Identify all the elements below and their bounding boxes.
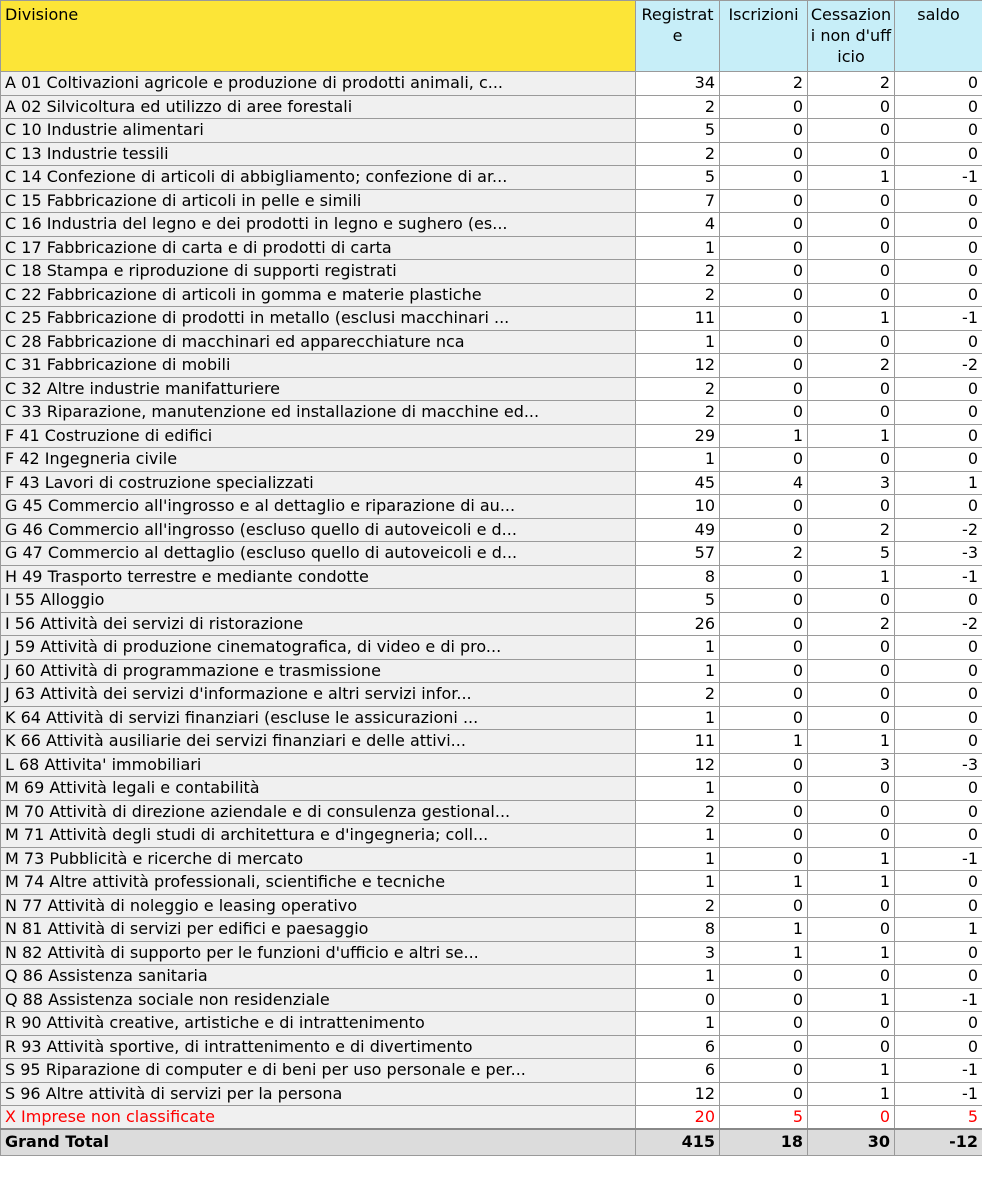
division-cell[interactable]: F 43 Lavori di costruzione specializzati [1, 471, 636, 495]
saldo-cell[interactable]: 0 [895, 941, 982, 965]
iscrizioni-cell[interactable]: 1 [720, 918, 808, 942]
iscrizioni-cell[interactable]: 0 [720, 659, 808, 683]
iscrizioni-cell[interactable]: 0 [720, 589, 808, 613]
table-row [1, 166, 982, 190]
registrate-cell[interactable]: 1 [636, 636, 720, 660]
registrate-cell[interactable]: 1 [636, 1012, 720, 1036]
saldo-cell[interactable]: -1 [895, 847, 982, 871]
table-row [1, 777, 982, 801]
iscrizioni-cell[interactable]: 0 [720, 166, 808, 190]
registrate-cell[interactable]: 8 [636, 918, 720, 942]
header-iscrizioni[interactable]: Iscrizioni [720, 1, 808, 72]
table-row [1, 377, 982, 401]
division-cell[interactable]: C 16 Industria del legno e dei prodotti in legno e sughero (es... [1, 213, 636, 237]
division-cell[interactable]: S 95 Riparazione di computer e di beni per uso personale e per... [1, 1059, 636, 1083]
cessazioni-cell[interactable]: 1 [808, 166, 895, 190]
registrate-cell[interactable]: 6 [636, 1035, 720, 1059]
saldo-cell[interactable]: 0 [895, 260, 982, 284]
table-row [1, 142, 982, 166]
saldo-cell[interactable]: 0 [895, 636, 982, 660]
iscrizioni-cell[interactable]: 2 [720, 72, 808, 96]
division-cell[interactable]: R 90 Attività creative, artistiche e di intrattenimento [1, 1012, 636, 1036]
cessazioni-cell[interactable]: 0 [808, 119, 895, 143]
table-row [1, 283, 982, 307]
registrate-cell[interactable]: 20 [636, 1106, 720, 1130]
table-row [1, 871, 982, 895]
saldo-cell[interactable]: 0 [895, 730, 982, 754]
saldo-cell[interactable]: -3 [895, 542, 982, 566]
cessazioni-cell[interactable]: 0 [808, 95, 895, 119]
saldo-cell[interactable]: -1 [895, 1059, 982, 1083]
iscrizioni-cell[interactable]: 0 [720, 1059, 808, 1083]
cessazioni-cell[interactable]: 0 [808, 401, 895, 425]
registrate-cell[interactable]: 1 [636, 330, 720, 354]
division-cell[interactable]: C 10 Industrie alimentari [1, 119, 636, 143]
table-row [1, 1012, 982, 1036]
table-row [1, 706, 982, 730]
saldo-cell[interactable]: 0 [895, 800, 982, 824]
cessazioni-cell[interactable]: 0 [808, 636, 895, 660]
cessazioni-cell[interactable]: 1 [808, 1082, 895, 1106]
division-cell[interactable]: M 73 Pubblicità e ricerche di mercato [1, 847, 636, 871]
division-cell[interactable]: G 45 Commercio all'ingrosso e al dettaglio e riparazione di au... [1, 495, 636, 519]
division-cell[interactable]: I 56 Attività dei servizi di ristorazione [1, 612, 636, 636]
table-row [1, 918, 982, 942]
iscrizioni-cell[interactable]: 0 [720, 283, 808, 307]
iscrizioni-cell[interactable]: 4 [720, 471, 808, 495]
cessazioni-cell[interactable]: 0 [808, 1035, 895, 1059]
registrate-cell[interactable]: 29 [636, 424, 720, 448]
registrate-cell[interactable]: 7 [636, 189, 720, 213]
iscrizioni-cell[interactable]: 0 [720, 565, 808, 589]
cessazioni-cell[interactable]: 0 [808, 1106, 895, 1130]
saldo-cell[interactable]: 0 [895, 965, 982, 989]
registrate-cell[interactable]: 10 [636, 495, 720, 519]
table-row [1, 683, 982, 707]
division-cell[interactable]: C 15 Fabbricazione di articoli in pelle e simili [1, 189, 636, 213]
cessazioni-cell[interactable]: 5 [808, 542, 895, 566]
registrate-cell[interactable]: 12 [636, 753, 720, 777]
table-row [1, 965, 982, 989]
division-cell[interactable]: C 13 Industrie tessili [1, 142, 636, 166]
table-row [1, 542, 982, 566]
cessazioni-cell[interactable]: 0 [808, 800, 895, 824]
iscrizioni-cell[interactable]: 0 [720, 988, 808, 1012]
table-row [1, 213, 982, 237]
saldo-cell[interactable]: 5 [895, 1106, 982, 1130]
saldo-cell[interactable]: 0 [895, 213, 982, 237]
division-cell[interactable]: C 18 Stampa e riproduzione di supporti registrati [1, 260, 636, 284]
iscrizioni-cell[interactable]: 0 [720, 119, 808, 143]
division-cell[interactable]: C 17 Fabbricazione di carta e di prodotti di carta [1, 236, 636, 260]
table-row [1, 636, 982, 660]
saldo-cell[interactable]: 1 [895, 471, 982, 495]
cessazioni-cell[interactable]: 0 [808, 589, 895, 613]
cessazioni-cell[interactable]: 0 [808, 495, 895, 519]
cessazioni-cell[interactable]: 0 [808, 236, 895, 260]
table-row [1, 659, 982, 683]
cessazioni-cell[interactable]: 0 [808, 965, 895, 989]
saldo-cell[interactable]: 0 [895, 448, 982, 472]
cessazioni-cell[interactable]: 1 [808, 941, 895, 965]
cessazioni-cell[interactable]: 1 [808, 1059, 895, 1083]
table-row [1, 800, 982, 824]
division-cell[interactable]: M 69 Attività legali e contabilità [1, 777, 636, 801]
saldo-cell[interactable]: 0 [895, 894, 982, 918]
table-header [1, 1, 982, 72]
grand-total-iscrizioni: 18 [720, 1129, 808, 1155]
registrate-cell[interactable]: 12 [636, 354, 720, 378]
iscrizioni-cell[interactable]: 1 [720, 730, 808, 754]
division-cell[interactable]: C 31 Fabbricazione di mobili [1, 354, 636, 378]
saldo-cell[interactable]: 0 [895, 1035, 982, 1059]
iscrizioni-cell[interactable]: 0 [720, 518, 808, 542]
iscrizioni-cell[interactable]: 5 [720, 1106, 808, 1130]
saldo-cell[interactable]: 0 [895, 659, 982, 683]
saldo-cell[interactable]: -2 [895, 518, 982, 542]
cessazioni-cell[interactable]: 0 [808, 448, 895, 472]
table-row [1, 119, 982, 143]
cessazioni-cell[interactable]: 0 [808, 659, 895, 683]
table-row [1, 612, 982, 636]
division-cell[interactable]: M 74 Altre attività professionali, scientifiche e tecniche [1, 871, 636, 895]
cessazioni-cell[interactable]: 1 [808, 988, 895, 1012]
cessazioni-cell[interactable]: 2 [808, 518, 895, 542]
division-cell[interactable]: C 22 Fabbricazione di articoli in gomma e materie plastiche [1, 283, 636, 307]
table-body [1, 72, 982, 1130]
cessazioni-cell[interactable]: 2 [808, 72, 895, 96]
table-row [1, 260, 982, 284]
division-cell[interactable]: G 47 Commercio al dettaglio (escluso quello di autoveicoli e d... [1, 542, 636, 566]
cessazioni-cell[interactable]: 0 [808, 1012, 895, 1036]
iscrizioni-cell[interactable]: 1 [720, 941, 808, 965]
division-cell[interactable]: H 49 Trasporto terrestre e mediante condotte [1, 565, 636, 589]
table-row [1, 330, 982, 354]
cessazioni-cell[interactable]: 0 [808, 142, 895, 166]
division-cell[interactable]: J 63 Attività dei servizi d'informazione e altri servizi infor... [1, 683, 636, 707]
saldo-cell[interactable]: 0 [895, 283, 982, 307]
saldo-cell[interactable]: 0 [895, 824, 982, 848]
registrate-cell[interactable]: 1 [636, 659, 720, 683]
saldo-cell[interactable]: 0 [895, 377, 982, 401]
iscrizioni-cell[interactable]: 0 [720, 683, 808, 707]
table-row [1, 72, 982, 96]
table-row [1, 189, 982, 213]
cessazioni-cell[interactable]: 0 [808, 330, 895, 354]
registrate-cell[interactable]: 45 [636, 471, 720, 495]
registrate-cell[interactable]: 1 [636, 965, 720, 989]
iscrizioni-cell[interactable]: 0 [720, 307, 808, 331]
registrate-cell[interactable]: 0 [636, 988, 720, 1012]
table-row [1, 236, 982, 260]
table-row [1, 448, 982, 472]
cessazioni-cell[interactable]: 1 [808, 847, 895, 871]
table-row [1, 565, 982, 589]
division-cell[interactable]: G 46 Commercio all'ingrosso (escluso quello di autoveicoli e d... [1, 518, 636, 542]
saldo-cell[interactable]: 0 [895, 777, 982, 801]
saldo-cell[interactable]: 1 [895, 918, 982, 942]
saldo-cell[interactable]: -1 [895, 307, 982, 331]
iscrizioni-cell[interactable]: 0 [720, 1012, 808, 1036]
grand-total-row [1, 1129, 982, 1155]
cessazioni-cell[interactable]: 3 [808, 471, 895, 495]
iscrizioni-cell[interactable]: 0 [720, 330, 808, 354]
saldo-cell[interactable]: 0 [895, 189, 982, 213]
iscrizioni-cell[interactable]: 0 [720, 777, 808, 801]
table-row [1, 401, 982, 425]
division-cell[interactable]: Q 86 Assistenza sanitaria [1, 965, 636, 989]
table-row [1, 824, 982, 848]
saldo-cell[interactable]: 0 [895, 683, 982, 707]
division-cell[interactable]: J 59 Attività di produzione cinematografica, di video e di pro... [1, 636, 636, 660]
table-row [1, 1059, 982, 1083]
header-registrate[interactable]: Registrate [636, 1, 720, 72]
registrate-cell[interactable]: 2 [636, 142, 720, 166]
registrate-cell[interactable]: 1 [636, 448, 720, 472]
iscrizioni-cell[interactable]: 1 [720, 424, 808, 448]
table-footer [1, 1129, 982, 1155]
iscrizioni-cell[interactable]: 0 [720, 800, 808, 824]
cessazioni-cell[interactable]: 2 [808, 354, 895, 378]
saldo-cell[interactable]: 0 [895, 589, 982, 613]
iscrizioni-cell[interactable]: 0 [720, 1035, 808, 1059]
registrate-cell[interactable]: 3 [636, 941, 720, 965]
grand-total-cessazioni: 30 [808, 1129, 895, 1155]
cessazioni-cell[interactable]: 2 [808, 612, 895, 636]
cessazioni-cell[interactable]: 0 [808, 683, 895, 707]
iscrizioni-cell[interactable]: 0 [720, 706, 808, 730]
registrate-cell[interactable]: 34 [636, 72, 720, 96]
cessazioni-cell[interactable]: 0 [808, 189, 895, 213]
table-row [1, 424, 982, 448]
registrate-cell[interactable]: 2 [636, 894, 720, 918]
cessazioni-cell[interactable]: 0 [808, 377, 895, 401]
registrate-cell[interactable]: 1 [636, 847, 720, 871]
iscrizioni-cell[interactable]: 0 [720, 401, 808, 425]
division-cell[interactable]: C 14 Confezione di articoli di abbigliamento; confezione di ar... [1, 166, 636, 190]
division-cell[interactable]: Q 88 Assistenza sociale non residenziale [1, 988, 636, 1012]
registrate-cell[interactable]: 2 [636, 401, 720, 425]
table-row [1, 495, 982, 519]
iscrizioni-cell[interactable]: 0 [720, 260, 808, 284]
grand-total-saldo: -12 [895, 1129, 982, 1155]
header-row [1, 1, 982, 72]
iscrizioni-cell[interactable]: 0 [720, 95, 808, 119]
registrate-cell[interactable]: 1 [636, 871, 720, 895]
iscrizioni-cell[interactable]: 0 [720, 142, 808, 166]
cessazioni-cell[interactable]: 3 [808, 753, 895, 777]
division-cell[interactable]: C 28 Fabbricazione di macchinari ed apparecchiature nca [1, 330, 636, 354]
iscrizioni-cell[interactable]: 0 [720, 753, 808, 777]
table-row [1, 307, 982, 331]
division-cell[interactable]: M 71 Attività degli studi di architettura e d'ingegneria; coll... [1, 824, 636, 848]
division-cell[interactable]: R 93 Attività sportive, di intrattenimento e di divertimento [1, 1035, 636, 1059]
division-cell[interactable]: K 66 Attività ausiliarie dei servizi finanziari e delle attivi... [1, 730, 636, 754]
registrate-cell[interactable]: 2 [636, 283, 720, 307]
division-cell[interactable]: K 64 Attività di servizi finanziari (escluse le assicurazioni ... [1, 706, 636, 730]
registrate-cell[interactable]: 2 [636, 683, 720, 707]
iscrizioni-cell[interactable]: 0 [720, 377, 808, 401]
saldo-cell[interactable]: 0 [895, 871, 982, 895]
division-cell[interactable]: M 70 Attività di direzione aziendale e di consulenza gestional... [1, 800, 636, 824]
iscrizioni-cell[interactable]: 1 [720, 871, 808, 895]
saldo-cell[interactable]: -1 [895, 988, 982, 1012]
division-cell[interactable]: L 68 Attivita' immobiliari [1, 753, 636, 777]
iscrizioni-cell[interactable]: 0 [720, 1082, 808, 1106]
saldo-cell[interactable]: 0 [895, 95, 982, 119]
table-row [1, 518, 982, 542]
cessazioni-cell[interactable]: 0 [808, 918, 895, 942]
iscrizioni-cell[interactable]: 0 [720, 612, 808, 636]
registrate-cell[interactable]: 1 [636, 777, 720, 801]
table-row [1, 1106, 982, 1130]
saldo-cell[interactable]: 0 [895, 1012, 982, 1036]
table-row [1, 988, 982, 1012]
cessazioni-cell[interactable]: 0 [808, 824, 895, 848]
division-cell[interactable]: F 42 Ingegneria civile [1, 448, 636, 472]
division-cell[interactable]: J 60 Attività di programmazione e trasmissione [1, 659, 636, 683]
grand-total-label: Grand Total [1, 1129, 636, 1155]
saldo-cell[interactable]: 0 [895, 330, 982, 354]
division-cell[interactable]: I 55 Alloggio [1, 589, 636, 613]
division-cell[interactable]: C 33 Riparazione, manutenzione ed installazione di macchine ed... [1, 401, 636, 425]
registrate-cell[interactable]: 57 [636, 542, 720, 566]
table-row [1, 730, 982, 754]
division-cell[interactable]: A 02 Silvicoltura ed utilizzo di aree forestali [1, 95, 636, 119]
table-row [1, 894, 982, 918]
saldo-cell[interactable]: -3 [895, 753, 982, 777]
cessazioni-cell[interactable]: 0 [808, 283, 895, 307]
iscrizioni-cell[interactable]: 0 [720, 847, 808, 871]
registrate-cell[interactable]: 5 [636, 119, 720, 143]
iscrizioni-cell[interactable]: 0 [720, 894, 808, 918]
iscrizioni-cell[interactable]: 2 [720, 542, 808, 566]
table-row [1, 589, 982, 613]
registrate-cell[interactable]: 2 [636, 377, 720, 401]
registrate-cell[interactable]: 2 [636, 95, 720, 119]
division-cell[interactable]: N 82 Attività di supporto per le funzioni d'ufficio e altri se... [1, 941, 636, 965]
iscrizioni-cell[interactable]: 0 [720, 636, 808, 660]
cessazioni-cell[interactable]: 0 [808, 706, 895, 730]
division-cell[interactable]: A 01 Coltivazioni agricole e produzione di prodotti animali, c... [1, 72, 636, 96]
registrate-cell[interactable]: 2 [636, 800, 720, 824]
division-cell[interactable]: S 96 Altre attività di servizi per la persona [1, 1082, 636, 1106]
saldo-cell[interactable]: -1 [895, 565, 982, 589]
iscrizioni-cell[interactable]: 0 [720, 965, 808, 989]
iscrizioni-cell[interactable]: 0 [720, 236, 808, 260]
header-division[interactable]: Divisione [1, 1, 636, 72]
iscrizioni-cell[interactable]: 0 [720, 824, 808, 848]
header-saldo[interactable]: saldo [895, 1, 982, 72]
iscrizioni-cell[interactable]: 0 [720, 495, 808, 519]
table-row [1, 753, 982, 777]
saldo-cell[interactable]: -2 [895, 612, 982, 636]
cessazioni-cell[interactable]: 0 [808, 260, 895, 284]
registrate-cell[interactable]: 5 [636, 589, 720, 613]
table-row [1, 1082, 982, 1106]
iscrizioni-cell[interactable]: 0 [720, 448, 808, 472]
registrate-cell[interactable]: 6 [636, 1059, 720, 1083]
registrate-cell[interactable]: 5 [636, 166, 720, 190]
registrate-cell[interactable]: 11 [636, 307, 720, 331]
saldo-cell[interactable]: 0 [895, 495, 982, 519]
division-cell[interactable]: N 81 Attività di servizi per edifici e paesaggio [1, 918, 636, 942]
cessazioni-cell[interactable]: 1 [808, 730, 895, 754]
division-cell[interactable]: X Imprese non classificate [1, 1106, 636, 1130]
table-row [1, 95, 982, 119]
saldo-cell[interactable]: -2 [895, 354, 982, 378]
division-cell[interactable]: N 77 Attività di noleggio e leasing operativo [1, 894, 636, 918]
registrate-cell[interactable]: 4 [636, 213, 720, 237]
division-cell[interactable]: C 25 Fabbricazione di prodotti in metallo (esclusi macchinari ... [1, 307, 636, 331]
cessazioni-cell[interactable]: 1 [808, 565, 895, 589]
grand-total-registrate: 415 [636, 1129, 720, 1155]
registrate-cell[interactable]: 8 [636, 565, 720, 589]
division-cell[interactable]: C 32 Altre industrie manifatturiere [1, 377, 636, 401]
registrate-cell[interactable]: 11 [636, 730, 720, 754]
registrate-cell[interactable]: 49 [636, 518, 720, 542]
saldo-cell[interactable]: 0 [895, 236, 982, 260]
saldo-cell[interactable]: -1 [895, 166, 982, 190]
registrate-cell[interactable]: 1 [636, 236, 720, 260]
saldo-cell[interactable]: 0 [895, 424, 982, 448]
cessazioni-cell[interactable]: 0 [808, 213, 895, 237]
registrate-cell[interactable]: 2 [636, 260, 720, 284]
saldo-cell[interactable]: 0 [895, 72, 982, 96]
header-cessazioni[interactable]: Cessazioni non d'ufficio [808, 1, 895, 72]
iscrizioni-cell[interactable]: 0 [720, 354, 808, 378]
table-row [1, 354, 982, 378]
cessazioni-cell[interactable]: 0 [808, 894, 895, 918]
saldo-cell[interactable]: -1 [895, 1082, 982, 1106]
registrate-cell[interactable]: 26 [636, 612, 720, 636]
table-row [1, 471, 982, 495]
cessazioni-cell[interactable]: 1 [808, 871, 895, 895]
table-row [1, 941, 982, 965]
cessazioni-cell[interactable]: 0 [808, 777, 895, 801]
saldo-cell[interactable]: 0 [895, 119, 982, 143]
saldo-cell[interactable]: 0 [895, 401, 982, 425]
cessazioni-cell[interactable]: 1 [808, 307, 895, 331]
registrate-cell[interactable]: 1 [636, 706, 720, 730]
saldo-cell[interactable]: 0 [895, 142, 982, 166]
iscrizioni-cell[interactable]: 0 [720, 213, 808, 237]
registrate-cell[interactable]: 12 [636, 1082, 720, 1106]
table-row [1, 1035, 982, 1059]
division-cell[interactable]: F 41 Costruzione di edifici [1, 424, 636, 448]
table-row [1, 847, 982, 871]
registrate-cell[interactable]: 1 [636, 824, 720, 848]
iscrizioni-cell[interactable]: 0 [720, 189, 808, 213]
saldo-cell[interactable]: 0 [895, 706, 982, 730]
cessazioni-cell[interactable]: 1 [808, 424, 895, 448]
